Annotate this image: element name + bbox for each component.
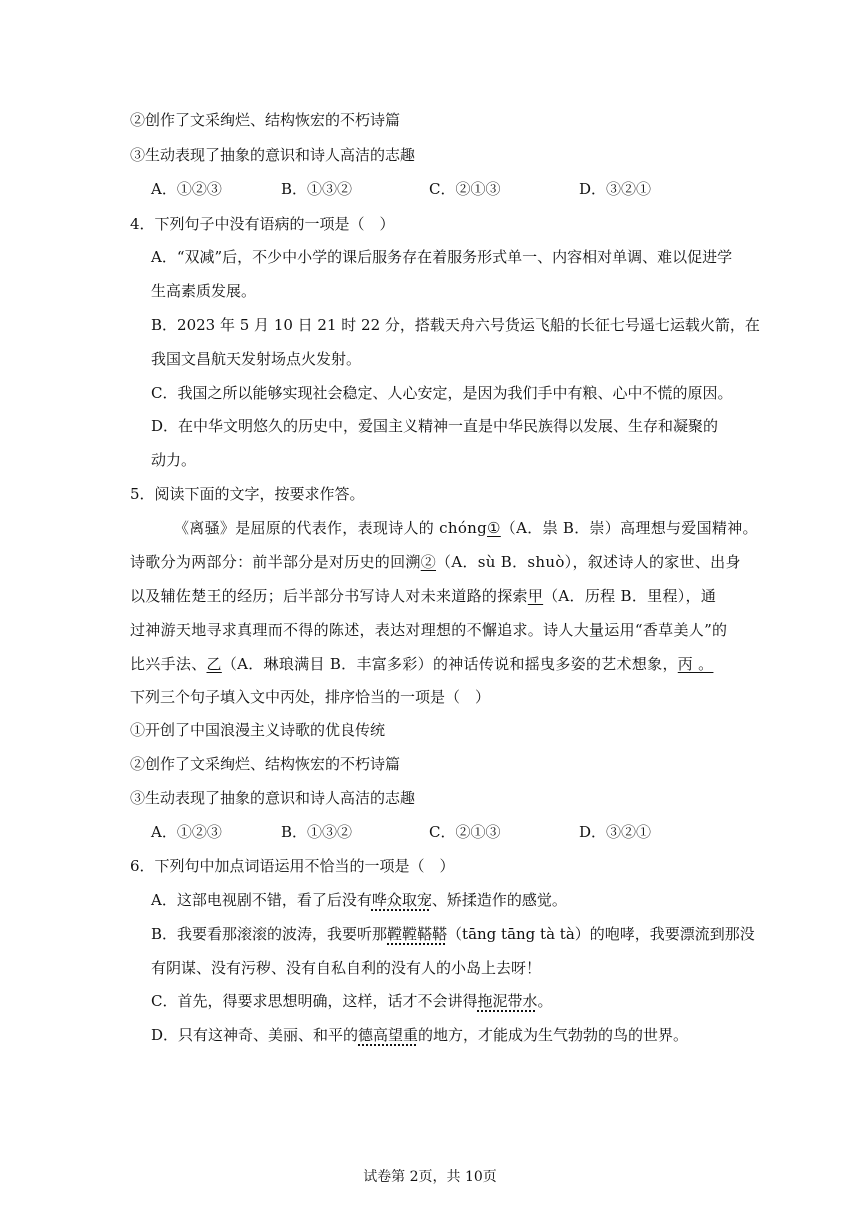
q5-option-d[interactable]: D．③②① <box>579 823 652 841</box>
q5-item-1: ①开创了中国浪漫主义诗歌的优良传统 <box>130 721 386 739</box>
passage-text: 以及辅佐楚王的经历；后半部分书写诗人对未来道路的探索 <box>130 587 528 605</box>
option-text: A．这部电视剧不错，看了后没有 <box>151 891 372 909</box>
passage-text: （A．历程 B．里程），通 <box>543 587 717 605</box>
blank-bing[interactable]: 丙 。 <box>677 655 714 673</box>
q3-option-b[interactable]: B．①③② <box>281 180 353 198</box>
dotted-phrase: 鞺鞺鞳鞳 <box>387 925 448 943</box>
blank-2[interactable]: ② <box>420 553 437 571</box>
passage-text: （A．祟 B．崇）高理想与爱国精神。 <box>500 519 758 537</box>
dotted-phrase: 德高望重 <box>358 1026 419 1044</box>
passage-text: 《离骚》是屈原的代表作，表现诗人的 chóng <box>174 519 488 537</box>
q4-stem: 4．下列句子中没有语病的一项是（ ） <box>130 215 395 233</box>
q6-option-d[interactable] <box>151 1025 688 1045</box>
q3-item-3: ③生动表现了抽象的意识和诗人高洁的志趣 <box>130 146 416 164</box>
q4-option-d[interactable]: D．在中华文明悠久的历史中，爱国主义精神一直是中华民族得以发展、生存和凝聚的 <box>151 417 719 435</box>
option-text: B．我要看那滚滚的波涛，我要听那 <box>151 925 388 943</box>
q3-option-c[interactable]: C．②①③ <box>429 180 501 198</box>
q4-option-a-cont: 生高素质发展。 <box>151 282 257 300</box>
q4-option-b-cont: 我国文昌航天发射场点火发射。 <box>151 350 362 368</box>
q5-passage-line-3 <box>130 586 716 606</box>
blank-jia[interactable]: 甲 <box>527 587 544 605</box>
option-text: 、矫揉造作的感觉。 <box>431 891 567 909</box>
q4-option-a[interactable]: A．“双减”后，不少中小学的课后服务存在着服务形式单一、内容相对单调、难以促进学 <box>151 248 733 266</box>
q5-option-c[interactable]: C．②①③ <box>429 823 501 841</box>
q6-option-a[interactable] <box>151 890 567 910</box>
q3-option-a[interactable]: A．①②③ <box>151 180 222 198</box>
q4-option-d-cont: 动力。 <box>151 451 197 469</box>
passage-text: 诗歌分为两部分：前半部分是对历史的回溯 <box>130 553 421 571</box>
q5-stem: 5．阅读下面的文字，按要求作答。 <box>130 485 365 503</box>
q5-sub-question: 下列三个句子填入文中丙处，排序恰当的一项是（ ） <box>130 688 491 706</box>
q5-passage-line-4: 过神游天地寻求真理而不得的陈述，表达对理想的不懈追求。诗人大量运用“香草美人”的 <box>130 621 728 639</box>
q5-item-2: ②创作了文采绚烂、结构恢宏的不朽诗篇 <box>130 755 401 773</box>
q6-option-c[interactable] <box>151 991 553 1011</box>
q5-passage-line-5 <box>130 654 713 674</box>
page-footer: 试卷第 2页，共 10页 <box>363 1169 497 1185</box>
dotted-phrase: 哗众取宠 <box>371 891 432 909</box>
option-text: （tāng tāng tà tà）的咆哮，我要漂流到那没 <box>447 925 755 943</box>
passage-text: （A．sù B．shuò），叙述诗人的家世、出身 <box>436 553 741 571</box>
passage-text: （A．琳琅满目 B．丰富多彩）的神话传说和摇曳多姿的艺术想象， <box>221 655 678 673</box>
q5-passage-line-2 <box>130 552 741 572</box>
passage-text: 比兴手法、 <box>130 655 207 673</box>
q3-item-2: ②创作了文采绚烂、结构恢宏的不朽诗篇 <box>130 111 401 129</box>
option-text: 的地方，才能成为生气勃勃的鸟的世界。 <box>418 1026 689 1044</box>
option-text: 。 <box>537 992 553 1010</box>
blank-1[interactable]: ① <box>487 519 501 537</box>
q5-item-3: ③生动表现了抽象的意识和诗人高洁的志趣 <box>130 789 416 807</box>
q5-option-b[interactable]: B．①③② <box>281 823 353 841</box>
option-text: C．首先，得要求思想明确，这样，话才不会讲得 <box>151 992 478 1010</box>
q3-option-d[interactable]: D．③②① <box>579 180 652 198</box>
q4-option-b[interactable]: B．2023 年 5 月 10 日 21 时 22 分，搭载天舟六号货运飞船的长征七号遥七运载火箭，在 <box>151 316 760 334</box>
q5-passage-line-1 <box>174 518 758 538</box>
option-text: D．只有这神奇、美丽、和平的 <box>151 1026 359 1044</box>
q5-option-a[interactable]: A．①②③ <box>151 823 222 841</box>
blank-yi[interactable]: 乙 <box>206 655 222 673</box>
q6-option-b[interactable] <box>151 924 755 944</box>
q4-option-c[interactable]: C．我国之所以能够实现社会稳定、人心安定，是因为我们手中有粮、心中不慌的原因。 <box>151 384 733 402</box>
q6-stem: 6．下列句中加点词语运用不恰当的一项是（ ） <box>130 857 455 875</box>
q6-option-b-cont: 有阴谋、没有污秽、没有自私自利的没有人的小岛上去呀！ <box>151 959 542 977</box>
dotted-phrase: 拖泥带水 <box>477 992 538 1010</box>
